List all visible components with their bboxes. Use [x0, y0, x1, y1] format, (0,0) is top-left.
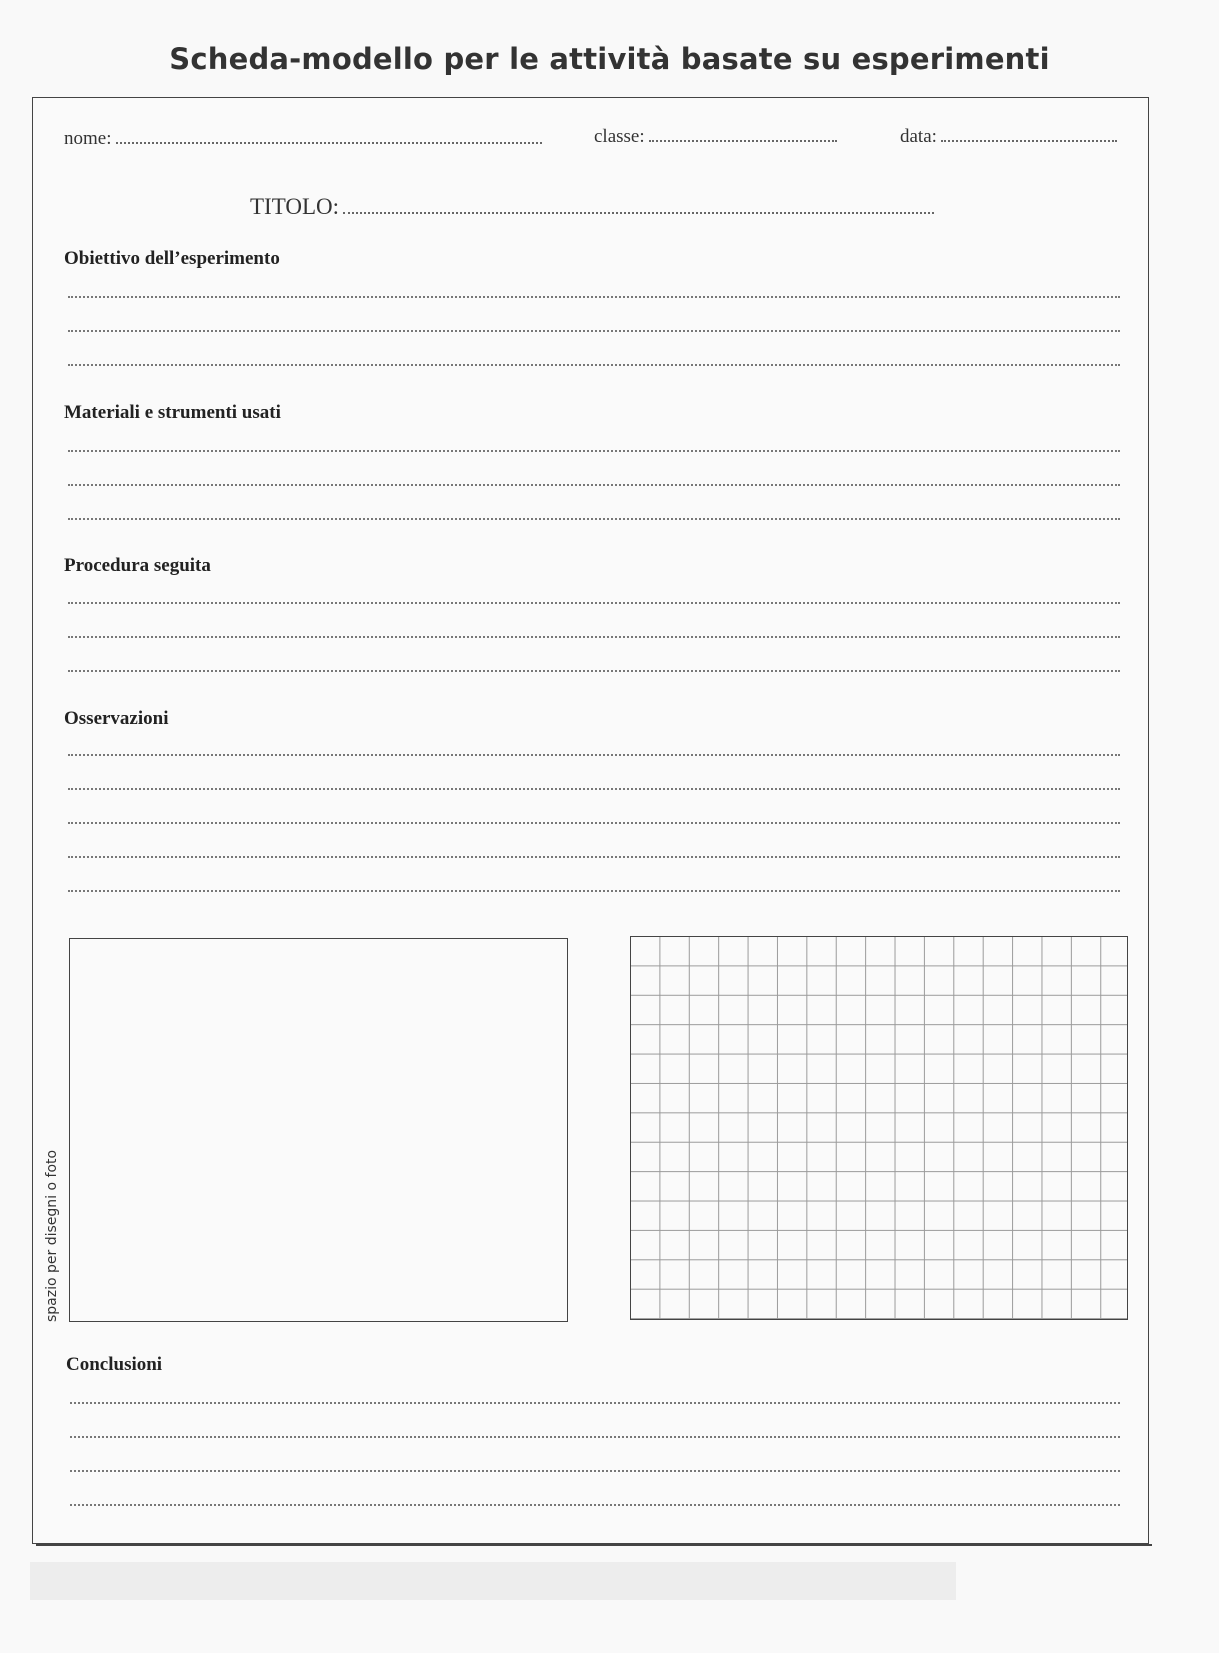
- conclusioni-heading: Conclusioni: [66, 1354, 163, 1375]
- osservazioni-heading: Osservazioni: [64, 708, 169, 729]
- obiettivo-heading: Obiettivo dell’esperimento: [64, 248, 280, 269]
- osservazioni-line[interactable]: [68, 856, 1120, 858]
- classe-field[interactable]: [594, 126, 837, 148]
- data-field[interactable]: [900, 126, 1117, 148]
- drawing-box[interactable]: [69, 938, 568, 1322]
- osservazioni-line[interactable]: [68, 788, 1120, 790]
- titolo-field[interactable]: [250, 194, 934, 220]
- footer-strip: [30, 1562, 956, 1600]
- classe-label: classe:: [594, 126, 645, 147]
- obiettivo-line[interactable]: [68, 330, 1120, 332]
- osservazioni-line[interactable]: [68, 822, 1120, 824]
- materiali-heading: Materiali e strumenti usati: [64, 402, 281, 423]
- materiali-line[interactable]: [68, 484, 1120, 486]
- materiali-line[interactable]: [68, 450, 1120, 452]
- conclusioni-line[interactable]: [70, 1436, 1120, 1438]
- obiettivo-line[interactable]: [68, 296, 1120, 298]
- page-title: Scheda-modello per le attività basate su esperimenti: [169, 42, 1050, 76]
- procedura-line[interactable]: [68, 636, 1120, 638]
- grid-box[interactable]: [630, 936, 1128, 1320]
- osservazioni-line[interactable]: [68, 754, 1120, 756]
- titolo-input-line[interactable]: [343, 198, 934, 214]
- conclusioni-line[interactable]: [70, 1504, 1120, 1506]
- drawing-box-label: spazio per disegni o foto: [44, 1149, 60, 1322]
- titolo-label: TITOLO:: [250, 194, 340, 219]
- nome-input-line[interactable]: [116, 128, 543, 144]
- osservazioni-line[interactable]: [68, 890, 1120, 892]
- procedura-line[interactable]: [68, 670, 1120, 672]
- nome-field[interactable]: [64, 128, 542, 150]
- materiali-line[interactable]: [68, 518, 1120, 520]
- conclusioni-line[interactable]: [70, 1402, 1120, 1404]
- obiettivo-line[interactable]: [68, 364, 1120, 366]
- form-frame: [32, 97, 1149, 1544]
- data-label: data:: [900, 126, 937, 147]
- procedura-heading: Procedura seguita: [64, 555, 211, 576]
- conclusioni-line[interactable]: [70, 1470, 1120, 1472]
- nome-label: nome:: [64, 128, 112, 149]
- classe-input-line[interactable]: [649, 126, 837, 142]
- procedura-line[interactable]: [68, 602, 1120, 604]
- data-input-line[interactable]: [941, 126, 1117, 142]
- bottom-rule: [36, 1544, 1152, 1546]
